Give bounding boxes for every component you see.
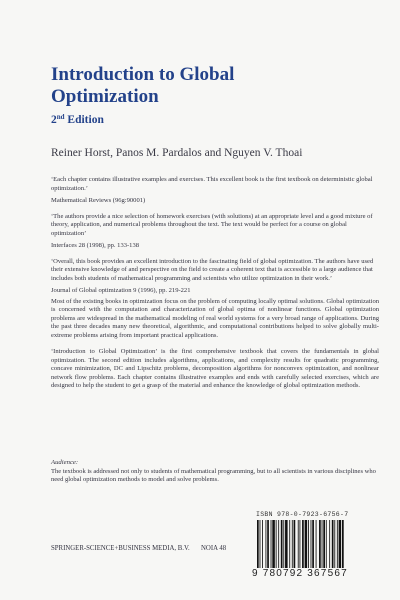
barcode-bar (257, 520, 259, 568)
barcode-icon (257, 520, 375, 568)
title-block (51, 64, 351, 127)
barcode-digits: 9 780792 367567 (252, 568, 348, 579)
authors: Reiner Horst, Panos M. Pardalos and Nguyen V. Thoai (51, 147, 303, 159)
title-line-2: Optimization (51, 86, 159, 107)
barcode-bar (302, 520, 304, 568)
audience-section (51, 459, 381, 484)
barcode-bar (308, 520, 309, 568)
isbn-label: ISBN 978-0-7923-6756-7 (256, 511, 349, 518)
barcode-bar (262, 520, 263, 568)
series-code: NOIA 48 (201, 545, 227, 552)
barcode-bar (332, 520, 334, 568)
review-1 (51, 176, 379, 206)
barcode-bar (337, 520, 338, 568)
barcode-bar (294, 520, 296, 568)
review-source: Journal of Global optimization 9 (1996), pp. 219-221 (51, 287, 191, 294)
barcode-bar (289, 520, 290, 568)
barcode-bar (334, 520, 335, 568)
barcode-bar (323, 520, 325, 568)
description-paragraph-1: Most of the existing books in optimization focus on the problem of computing locally optimal solutions. Global optimization is concerned with the computation and characterization of global optima of nonlinear functions. Global optimization problems are widespread in the mathematical modeling of real world systems for a very broad range of applications. During the past three decades many new theoretical, algorithmic, and computational contributions helped to solve globally multi-extreme problems arising from important practical applications. (51, 298, 379, 339)
book-title (51, 64, 351, 108)
barcode-bar (260, 520, 261, 568)
title-line-1: Introduction to Global (51, 64, 235, 85)
review-quote: ‘The authors provide a nice selection of homework exercises (with solutions) at an appropriate level and a good mixture of theory, application, and numerical problems throughout the text. The text would be perfect for a course on global optimization’ (51, 212, 373, 237)
barcode-bar (267, 520, 269, 568)
description-section (51, 298, 379, 399)
edition-label (51, 110, 351, 127)
barcode-bar (322, 520, 323, 568)
audience-text: The textbook is addressed not only to students of mathematical programming, but to all scientists in various disciplines who need global optimization methods to model and solve problems. (51, 467, 376, 483)
edition-word: Edition (64, 114, 104, 126)
barcode-bar (292, 520, 293, 568)
barcode-bar (266, 520, 267, 568)
review-source: Mathematical Reviews (96g:90001) (51, 197, 146, 204)
barcode-bar (298, 520, 299, 568)
barcode-bar (319, 520, 321, 568)
barcode-bar (300, 520, 301, 568)
publisher-name: SPRINGER-SCIENCE+BUSINESS MEDIA, B.V. (51, 545, 190, 552)
edition-number: 2 (51, 114, 57, 126)
review-quote: ‘Overall, this book provides an excellent introduction to the fascinating field of global optimization. The authors have used their extensive knowledge of and perspective on the field to create a coherent text that is accessible to a large audience that includes both students of mathematical programming and scientists who utilize optimization in their work.’ (51, 257, 374, 282)
review-source: Interfaces 28 (1998), pp. 133-138 (51, 242, 139, 249)
barcode-bar (283, 520, 284, 568)
barcode-bar (342, 520, 344, 568)
reviews-section (51, 176, 379, 303)
barcode-bar (339, 520, 342, 568)
review-quote: ‘Each chapter contains illustrative examples and exercises. This excellent book is the first textbook on deterministic global optimization.’ (51, 176, 373, 192)
barcode-bar (326, 520, 327, 568)
barcode-bar (278, 520, 279, 568)
barcode-bar (305, 520, 308, 568)
barcode-bar (329, 520, 330, 568)
barcode-bar (285, 520, 288, 568)
audience-heading: Audience: (51, 459, 79, 466)
barcode-bar (272, 520, 275, 568)
review-3 (51, 258, 379, 296)
review-2 (51, 213, 379, 251)
barcode-bar (276, 520, 277, 568)
description-paragraph-2: ‘Introduction to Global Optimization’ is the first comprehensive textbook that covers the fundamentals in global optimization. The second edition includes algorithms, applications, and complexity results for quadratic programming, concave minimization, DC and Lipschitz problems, decomposition algorithms for nonconvex optimization, and nonlinear network flow problems. Each chapter contains illustrative examples and ends with carefully selected exercises, which are designed to help the student to get a grasp of the material and enhance the knowledge of global optimization methods. (51, 348, 379, 390)
barcode-bar (316, 520, 317, 568)
barcode-bar (271, 520, 272, 568)
barcode-bar (281, 520, 283, 568)
edition-suffix: nd (56, 113, 65, 121)
barcode-bar (312, 520, 314, 568)
barcode-bar (311, 520, 312, 568)
